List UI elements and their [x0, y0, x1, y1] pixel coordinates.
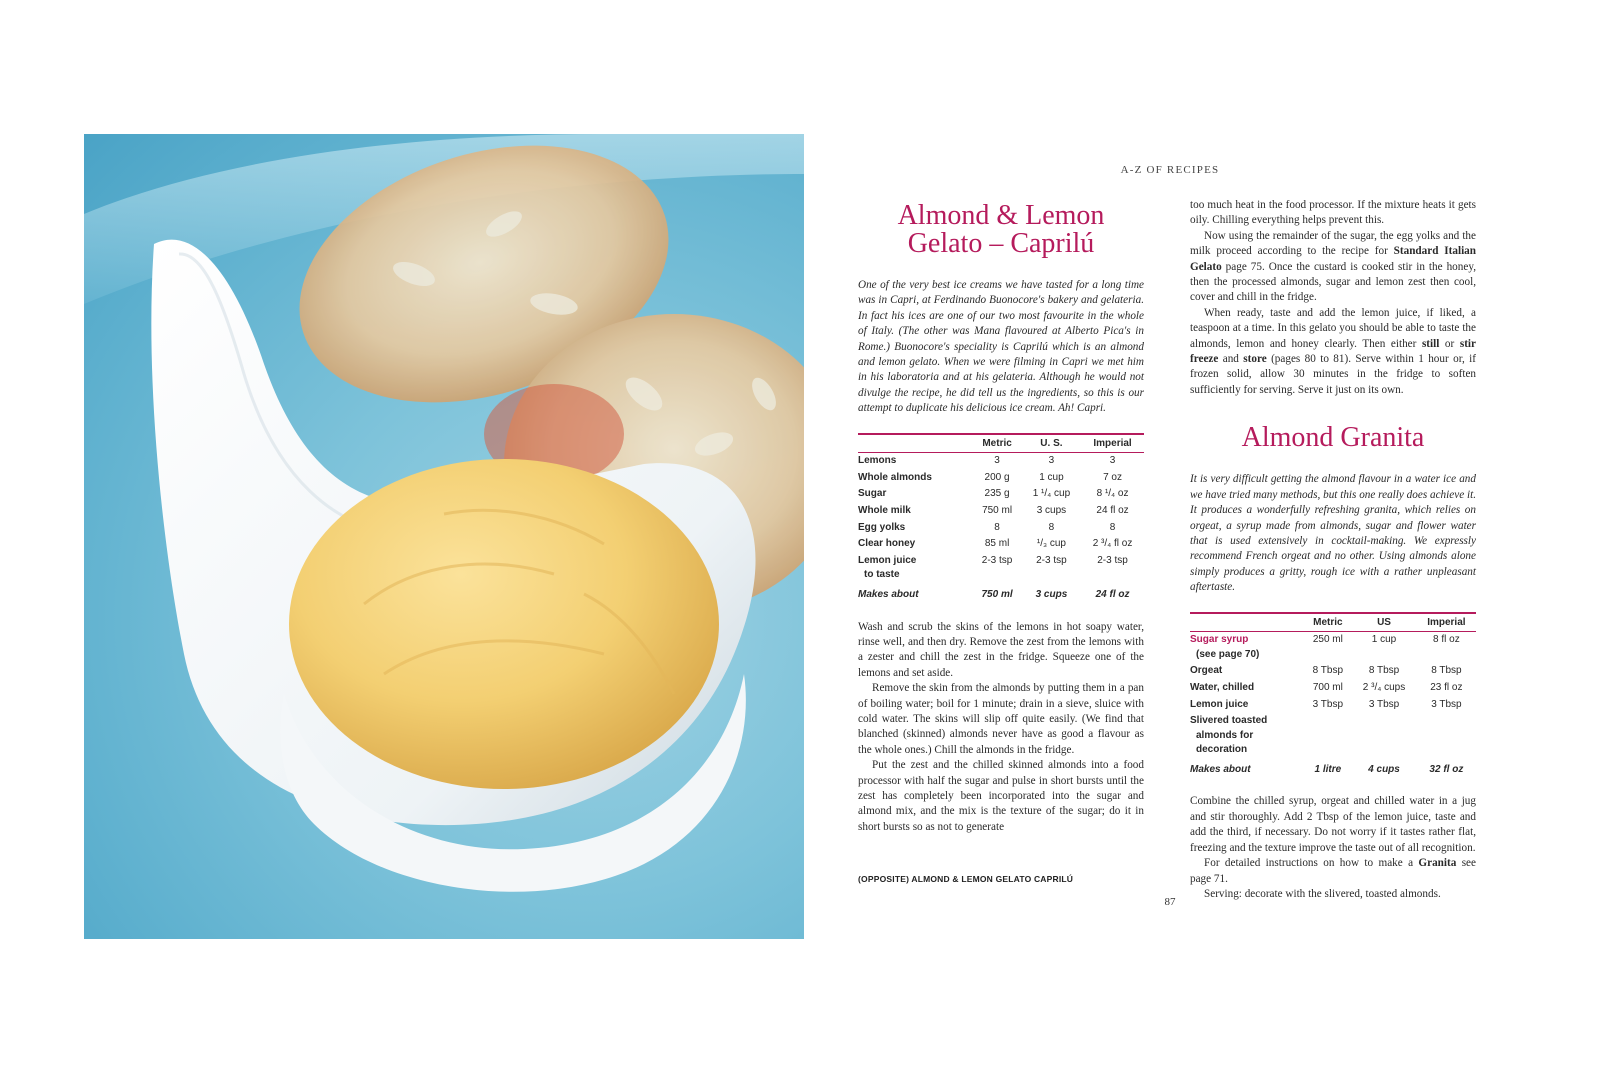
us-value [1351, 713, 1416, 759]
cross-reference: Granita [1418, 857, 1457, 870]
method-gelato [858, 620, 1144, 836]
bold-term: stir freeze [1190, 337, 1476, 366]
bold-term: still [1421, 337, 1440, 350]
table-header: Metric [972, 434, 1021, 453]
recipe-title-granita: Almond Granita [1241, 422, 1425, 454]
metric-value: 250 ml [1312, 634, 1343, 646]
metric-value: 3 Tbsp [1312, 698, 1344, 710]
us-value: 2 ³/₄ cups [1362, 681, 1406, 693]
method-gelato-continued [1190, 198, 1476, 398]
table-row [1190, 713, 1476, 759]
photo-caption: (OPPOSITE) ALMOND & LEMON GELATO CAPRILÚ [858, 874, 1074, 884]
method-granita [1190, 794, 1476, 902]
metric-value: 750 ml [981, 589, 1013, 600]
us-value: 2-3 tsp [1036, 554, 1067, 566]
us-value: 3 [1048, 455, 1055, 467]
metric-value: 8 [994, 521, 1000, 533]
table-header: U. S. [1022, 434, 1081, 453]
text-run: and [1218, 353, 1244, 366]
us-value: 3 cups [1036, 505, 1067, 517]
ingredient-note: almonds for decoration [1196, 729, 1254, 756]
method-paragraph: Remove the skin from the almonds by putting them in a pan of boiling water; boil for 1 minute; drain in a sieve, sluice with cold water. The skins will slip off quite easily. (We find that blanched (skinned) almonds never have as good a flavour as the whole ones.) Chill the almonds in the fridge. [858, 682, 1144, 756]
table-header [858, 434, 972, 453]
metric-value: 3 [994, 455, 1000, 467]
imperial-value: 8 Tbsp [1431, 665, 1462, 677]
method-paragraph [1190, 306, 1476, 398]
method-paragraph [1190, 856, 1476, 887]
metric-value: 200 g [984, 471, 1010, 483]
imperial-value: 7 oz [1103, 471, 1122, 483]
us-value: 4 cups [1368, 763, 1400, 775]
us-value: 1 cup [1039, 471, 1064, 483]
ingredient-name: Orgeat [1190, 665, 1223, 677]
text-run: (pages 80 to 81). Serve within 1 hour or, if frozen solid, allow 30 minutes in the fridge to soften sufficiently for serving. Serve it just on its own. [1190, 353, 1476, 396]
ingredient-note: to taste [864, 569, 900, 581]
ingredient-name: Lemon juice [858, 554, 917, 566]
us-value: 8 [1048, 521, 1055, 533]
us-value: ¹/₃ cup [1036, 538, 1066, 550]
table-row [1190, 697, 1476, 714]
method-paragraph: Put the zest and the chilled skinned almonds into a food processor with half the sugar and pulse in short bursts until the zest has completely been incorporated into the sugar and almond mix, and the mix is the texture of the sugar; do it in short bursts so as not to generate [858, 759, 1144, 833]
method-paragraph: too much heat in the food processor. If the mixture heats it gets oily. Chilling everything helps prevent this. [1190, 199, 1476, 227]
metric-value: 700 ml [1312, 681, 1343, 693]
imperial-value: 2-3 tsp [1097, 554, 1128, 566]
imperial-value: 8 ¹/₄ oz [1096, 488, 1129, 500]
cross-reference: Standard Italian Gelato [1190, 245, 1476, 273]
metric-value: 8 Tbsp [1312, 665, 1344, 677]
method-paragraph [1190, 229, 1476, 306]
ingredients-table-granita [1190, 612, 1476, 779]
table-row [858, 536, 1144, 553]
text-run: see page 71. [1190, 857, 1476, 885]
ingredient-name: Whole almonds [858, 471, 932, 483]
table-header: Metric [1304, 613, 1351, 632]
imperial-value: 32 fl oz [1429, 763, 1464, 775]
us-value: 3 Tbsp [1368, 698, 1400, 710]
ingredient-name: Lemons [858, 455, 897, 467]
text-run: Now using the remainder of the sugar, the egg yolks and the milk proceed according to the recipe for [1190, 229, 1476, 258]
right-text-column [1190, 198, 1476, 902]
method-paragraph: Wash and scrub the skins of the lemons in hot soapy water, rinse well, and then dry. Remove the zest from the lemons with a zester and chill the zest in the fridge. Squeeze one of the lemons and set aside. [858, 620, 1144, 679]
method-paragraph: Combine the chilled syrup, orgeat and chilled water in a jug and stir thoroughly. Add 2 Tbsp of the lemon juice, taste and add the third, if necessary. Do not worry if it tastes rather flat, freezing and the texture improve the taste out of all recognition. [1190, 795, 1476, 854]
running-head: A-Z OF RECIPES [1120, 164, 1220, 176]
table-row [1190, 680, 1476, 697]
imperial-value: 24 fl oz [1095, 589, 1130, 600]
bold-term: store [1243, 353, 1267, 366]
ingredient-name: Clear honey [858, 538, 916, 550]
gelato-photo [84, 134, 804, 939]
page-number: 87 [1164, 896, 1176, 908]
table-row [1190, 663, 1476, 680]
ingredient-name: Slivered toasted [1190, 715, 1268, 727]
metric-value: 1 litre [1314, 763, 1342, 775]
recipe-intro-granita: It is very difficult getting the almond flavour in a water ice and we have tried many methods, but this one really does achieve it. It produces a wonderfully refreshing granita, which relies on orgeat, a syrup made from almonds, sugar and flower water that is used extensively in cocktail-making. We expressly recommend French orgeat and no other. Using almonds alone simply produces a gritty, rough ice with a rather unpleasant aftertaste. [1190, 473, 1476, 594]
imperial-value: 8 [1109, 521, 1116, 533]
ingredient-name: Whole milk [858, 505, 911, 517]
imperial-value: 24 fl oz [1096, 505, 1129, 517]
metric-value [1304, 713, 1351, 759]
method-paragraph: Serving: decorate with the slivered, toasted almonds. [1204, 887, 1441, 900]
table-header [1190, 613, 1304, 632]
table-row [858, 503, 1144, 520]
imperial-value: 3 Tbsp [1431, 698, 1462, 710]
table-row-makes [1190, 759, 1476, 779]
imperial-value: 23 fl oz [1430, 681, 1463, 693]
table-row [858, 470, 1144, 487]
ingredient-name: Water, chilled [1190, 681, 1255, 693]
us-value: 1 ¹/₄ cup [1032, 488, 1071, 500]
makes-label: Makes about [1190, 763, 1251, 775]
ingredients-table-gelato [858, 433, 1144, 604]
recipe-intro-gelato: One of the very best ice creams we have tasted for a long time was in Capri, at Ferdinando Buonocore's bakery and gelateria. In fact his ices are one of our two most favourite in the whole of Italy. (The other was Mana flavoured at Alberto Pica's in Rome.) Buonocore's speciality is Caprilú which is an almond and lemon gelato. When we were filming in Capri we met him in his laboratoria and at his gelateria. Although he would not divulge the recipe, he did tell us the ingredients, so this is our attempt to duplicate his delicious ice cream. Ah! Capri. [858, 279, 1144, 415]
text-run: page 75. Once the custard is cooked stir in the honey, then the processed almonds, sugar and lemon zest then cool, cover and chill in the fridge. [1190, 260, 1476, 304]
table-row [858, 453, 1144, 470]
table-header: Imperial [1417, 613, 1476, 632]
us-value: 8 Tbsp [1368, 665, 1400, 677]
metric-value: 750 ml [982, 505, 1013, 517]
ingredient-note: (see page 70) [1196, 648, 1260, 660]
table-row [858, 520, 1144, 537]
text-run: or [1439, 337, 1460, 350]
imperial-value [1417, 713, 1476, 759]
imperial-value: 8 fl oz [1433, 634, 1460, 646]
table-header: Imperial [1081, 434, 1144, 453]
ingredient-name: Lemon juice [1190, 698, 1249, 710]
table-header: US [1351, 613, 1416, 632]
table-row [1190, 632, 1476, 664]
gelato-photo-illustration [84, 134, 804, 939]
metric-value: 85 ml [984, 538, 1010, 550]
us-value: 1 cup [1371, 634, 1397, 646]
table-row [858, 486, 1144, 503]
us-value: 3 cups [1035, 589, 1068, 600]
ingredient-name-link: Sugar syrup [1190, 634, 1249, 646]
recipe-title-gelato: Almond & Lemon Gelato – Caprilú [897, 200, 1105, 259]
text-run: For detailed instructions on how to make a [1204, 857, 1419, 870]
imperial-value: 3 [1109, 455, 1116, 467]
metric-value: 2-3 tsp [981, 554, 1013, 566]
imperial-value: 2 ³/₄ fl oz [1092, 538, 1133, 550]
metric-value: 235 g [984, 488, 1010, 500]
text-run: When ready, taste and add the lemon juice, if liked, a teaspoon at a time. In this gelato you should be able to taste the almonds, lemon and honey clearly. Then either [1190, 306, 1476, 350]
ingredient-name: Sugar [858, 488, 887, 500]
left-text-column [858, 198, 1144, 835]
table-row [858, 553, 1144, 584]
table-row-makes [858, 584, 1144, 604]
ingredient-name: Egg yolks [858, 521, 906, 533]
makes-label: Makes about [858, 589, 919, 600]
